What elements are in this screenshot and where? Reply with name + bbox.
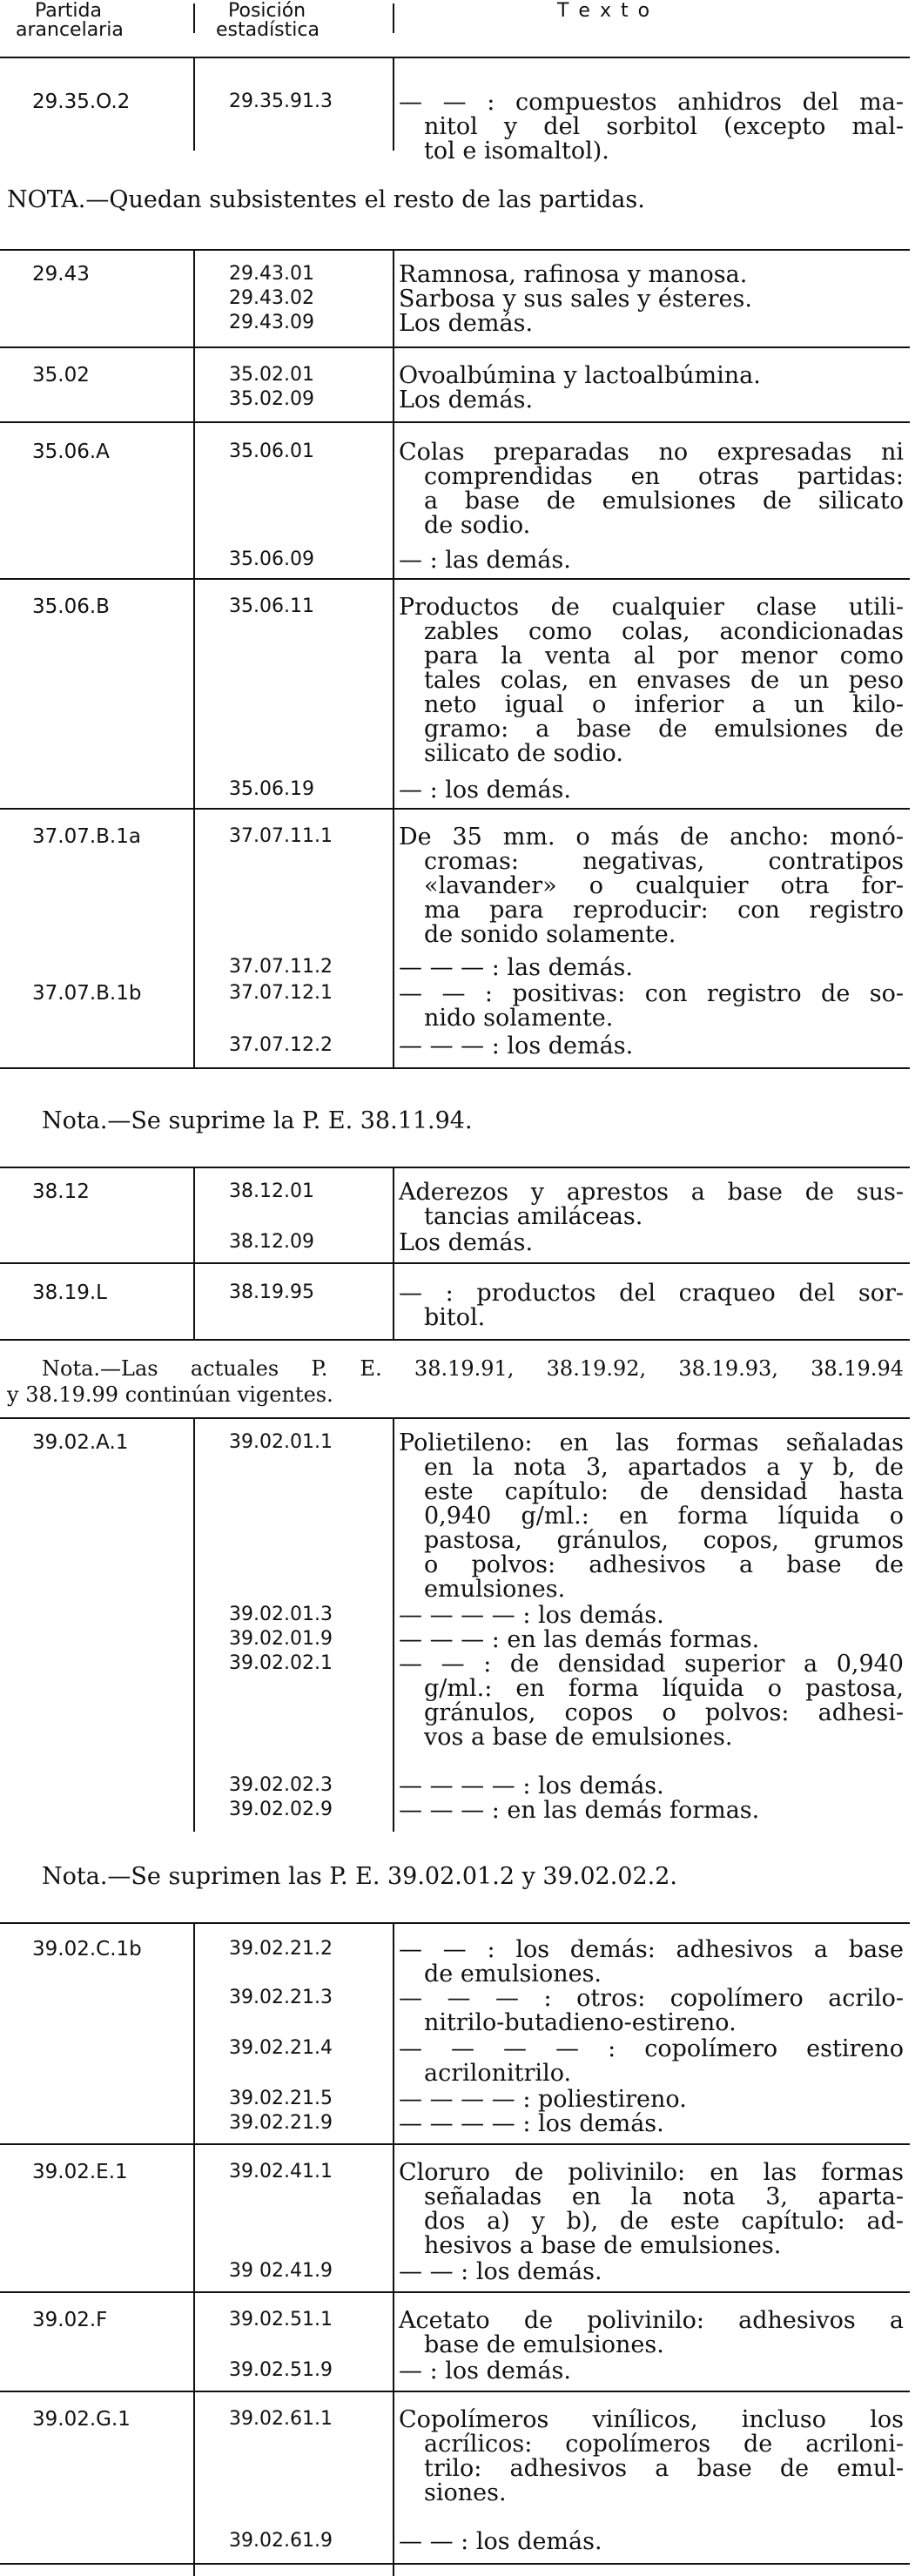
posicion-code: 35.02.09 bbox=[229, 388, 314, 410]
posicion-code: 37.07.12.2 bbox=[229, 1034, 333, 1056]
texto-line: — — — — : copolímero estireno bbox=[399, 2035, 904, 2062]
texto-line: o polvos: adhesivos a base de bbox=[424, 1551, 904, 1578]
texto-line: De 35 mm. o más de ancho: monó- bbox=[399, 824, 904, 851]
table1-top-rule bbox=[0, 57, 910, 58]
posicion-code: 35.06.19 bbox=[229, 778, 314, 800]
header-partida-line1: Partida bbox=[35, 0, 102, 22]
partida-code: 38.12 bbox=[32, 1180, 90, 1203]
posicion-code: 35.02.01 bbox=[229, 364, 314, 386]
partida-code: 35.02 bbox=[32, 364, 90, 387]
partida-code: 39.02.E.1 bbox=[32, 2161, 128, 2183]
table3-col-divider-1 bbox=[193, 1167, 195, 1341]
table2-top-rule bbox=[0, 249, 910, 251]
header-texto: T e x t o bbox=[557, 0, 652, 22]
texto-line: de sonido solamente. bbox=[424, 921, 676, 948]
texto-line: — — — — : los demás. bbox=[399, 1602, 664, 1629]
texto-line: — — — : las demás. bbox=[399, 954, 633, 981]
posicion-code: 35.06.09 bbox=[229, 548, 314, 570]
texto-line: Aderezos y aprestos a base de sus- bbox=[399, 1179, 904, 1206]
table5-bottom-rule bbox=[0, 2563, 910, 2565]
nota-partidas-subsistentes: NOTA.—Quedan subsistentes el resto de las partidas. bbox=[7, 186, 645, 213]
table3-col-divider-2 bbox=[393, 1167, 394, 1341]
partida-code: 37.07.B.1b bbox=[32, 982, 142, 1005]
posicion-code: 39.02.21.4 bbox=[229, 2037, 333, 2059]
posicion-code: 39.02.21.3 bbox=[229, 1987, 333, 2008]
texto-line: — : las demás. bbox=[399, 547, 571, 574]
texto-line: — — : de densidad superior a 0,940 bbox=[399, 1651, 904, 1678]
posicion-code: 38.19.95 bbox=[229, 1281, 314, 1303]
posicion-code: 37.07.11.2 bbox=[229, 956, 333, 978]
table4-col-divider-1 bbox=[193, 1417, 195, 1832]
texto-line: gránulos, copos o polvos: adhesi- bbox=[424, 1699, 904, 1726]
texto-line: zables como colas, acondicionadas bbox=[424, 618, 904, 645]
table1-col-divider-2 bbox=[393, 57, 394, 151]
texto-line: — — — — : poliestireno. bbox=[399, 2086, 687, 2113]
posicion-code: 39.02.02.1 bbox=[229, 1652, 333, 1674]
texto-line: en la nota 3, apartados a y b, de bbox=[424, 1454, 904, 1481]
texto-line: nitol y del sorbitol (excepto mal- bbox=[424, 113, 904, 140]
texto-line: Polietileno: en las formas señaladas bbox=[399, 1429, 904, 1456]
texto-line: Los demás. bbox=[399, 310, 534, 337]
partida-code: 39.02.C.1b bbox=[32, 1938, 142, 1961]
table5-col-divider-1 bbox=[193, 1922, 195, 2576]
posicion-code: 39.02.21.9 bbox=[229, 2112, 333, 2134]
table1-col-divider-1 bbox=[193, 57, 195, 151]
row-separator bbox=[0, 808, 910, 810]
posicion-code: 29.43.02 bbox=[229, 287, 314, 309]
table4-top-rule bbox=[0, 1417, 910, 1419]
posicion-code: 38.12.09 bbox=[229, 1231, 314, 1253]
texto-line: — : los demás. bbox=[399, 2357, 571, 2384]
texto-line: neto igual o inferior a un kilo- bbox=[424, 691, 904, 718]
posicion-code: 38.12.01 bbox=[229, 1180, 314, 1202]
texto-line: este capítulo: de densidad hasta bbox=[424, 1478, 904, 1505]
texto-line: señaladas en la nota 3, aparta- bbox=[424, 2183, 904, 2210]
table2-col-divider-2 bbox=[393, 249, 394, 1069]
texto-line: Copolímeros vinílicos, incluso los bbox=[399, 2406, 904, 2433]
texto-line: — — — : en las demás formas. bbox=[399, 1626, 760, 1653]
posicion-code: 39.02.61.1 bbox=[229, 2408, 333, 2430]
posicion-code: 39.02.01.9 bbox=[229, 1628, 333, 1650]
posicion-code: 39.02.21.5 bbox=[229, 2088, 333, 2109]
texto-line: Acetato de polivinilo: adhesivos a bbox=[399, 2307, 904, 2334]
posicion-code: 37.07.11.1 bbox=[229, 825, 333, 847]
texto-line: «lavander» o cualquier otra for- bbox=[424, 872, 904, 899]
texto-line: tol e isomaltol). bbox=[424, 138, 609, 165]
texto-line: vos a base de emulsiones. bbox=[424, 1724, 733, 1751]
texto-line: — : productos del craqueo del sor- bbox=[399, 1280, 904, 1307]
texto-line: — — : los demás. bbox=[399, 2258, 602, 2285]
posicion-code: 29.43.01 bbox=[229, 263, 314, 285]
table2-col-divider-1 bbox=[193, 249, 195, 1069]
texto-line: — — : los demás: adhesivos a base bbox=[399, 1936, 904, 1963]
nota-line: Nota.—Las actuales P. E. 38.19.91, 38.19.92, 38.19.93, 38.19.94 bbox=[42, 1356, 904, 1381]
texto-line: para la venta al por menor como bbox=[424, 642, 904, 669]
posicion-code: 35.06.01 bbox=[229, 441, 314, 462]
row-separator bbox=[0, 2391, 910, 2392]
texto-line: cromas: negativas, contratipos bbox=[424, 848, 904, 875]
texto-line: a base de emulsiones de silicato bbox=[424, 488, 904, 515]
texto-line: — — — : otros: copolímero acrilo- bbox=[399, 1985, 904, 2012]
texto-line: acrílicos: copolímeros de acriloni- bbox=[424, 2431, 904, 2458]
partida-code: 39.02.G.1 bbox=[32, 2408, 131, 2431]
posicion-code: 35.06.11 bbox=[229, 595, 314, 617]
nota-line: y 38.19.99 continúan vigentes. bbox=[7, 1382, 333, 1407]
posicion-code: 39.02.01.1 bbox=[229, 1431, 333, 1453]
posicion-code: 39.02.51.1 bbox=[229, 2309, 333, 2331]
row-separator bbox=[0, 578, 910, 580]
nota-suprimen-39-02: Nota.—Se suprimen las P. E. 39.02.01.2 y 39.02.02.2. bbox=[42, 1863, 677, 1890]
texto-line: de emulsiones. bbox=[424, 1961, 602, 1987]
row-separator bbox=[0, 421, 910, 423]
nota-suprime-38-11-94: Nota.—Se suprime la P. E. 38.11.94. bbox=[42, 1107, 473, 1134]
texto-line: tancias amiláceas. bbox=[424, 1203, 643, 1230]
texto-line: — — — — : los demás. bbox=[399, 1772, 664, 1799]
texto-line: ma para reproducir: con registro bbox=[424, 897, 904, 924]
row-separator bbox=[0, 2291, 910, 2293]
texto-line: Ovoalbúmina y lactoalbúmina. bbox=[399, 362, 761, 389]
table5-top-rule bbox=[0, 1922, 910, 1924]
partida-code: 29.35.O.2 bbox=[32, 91, 131, 113]
table5-col-divider-2 bbox=[393, 1922, 394, 2576]
table2-bottom-rule bbox=[0, 1067, 910, 1069]
header-divider-1 bbox=[193, 3, 195, 33]
texto-line: — — — : los demás. bbox=[399, 1032, 634, 1059]
posicion-code: 39.02.51.9 bbox=[229, 2359, 333, 2381]
texto-line: — — : compuestos anhidros del ma- bbox=[399, 89, 904, 116]
posicion-code: 39.02.41.1 bbox=[229, 2161, 333, 2183]
texto-line: acrilonitrilo. bbox=[424, 2060, 572, 2087]
partida-code: 39.02.F bbox=[32, 2309, 108, 2331]
texto-line: Sarbosa y sus sales y ésteres. bbox=[399, 286, 752, 313]
texto-line: emulsiones. bbox=[424, 1576, 566, 1603]
texto-line: Cloruro de polivinilo: en las formas bbox=[399, 2159, 904, 2186]
texto-line: Colas preparadas no expresadas ni bbox=[399, 439, 904, 466]
texto-line: hesivos a base de emulsiones. bbox=[424, 2232, 782, 2259]
partida-code: 35.06.A bbox=[32, 441, 110, 463]
texto-line: — — — — : los demás. bbox=[399, 2110, 664, 2137]
texto-line: — — : los demás. bbox=[399, 2528, 602, 2555]
row-separator bbox=[0, 1262, 910, 1264]
texto-line: Ramnosa, rafinosa y manosa. bbox=[399, 261, 748, 288]
texto-line: g/ml.: en forma líquida o pastosa, bbox=[424, 1675, 904, 1702]
header-posicion-line1: Posición bbox=[228, 0, 306, 22]
texto-line: — — : positivas: con registro de so- bbox=[399, 980, 904, 1007]
header-posicion-line2: estadística bbox=[216, 19, 320, 41]
partida-code: 29.43 bbox=[32, 263, 90, 286]
texto-line: base de emulsiones. bbox=[424, 2331, 664, 2358]
header-partida-line2: arancelaria bbox=[16, 19, 124, 41]
posicion-code: 39.02.02.9 bbox=[229, 1799, 333, 1820]
texto-line: comprendidas en otras partidas: bbox=[424, 463, 904, 490]
posicion-code: 29.43.09 bbox=[229, 312, 314, 333]
texto-line: pastosa, gránulos, copos, grumos bbox=[424, 1527, 904, 1554]
texto-line: dos a) y b), de este capítulo: ad- bbox=[424, 2208, 904, 2235]
partida-code: 35.06.B bbox=[32, 595, 110, 618]
texto-line: nido solamente. bbox=[424, 1005, 614, 1032]
texto-line: tales colas, en envases de un peso bbox=[424, 667, 904, 694]
posicion-code: 39.02.01.3 bbox=[229, 1604, 333, 1625]
posicion-code: 39.02.02.3 bbox=[229, 1774, 333, 1796]
posicion-code: 39.02.61.9 bbox=[229, 2530, 333, 2552]
partida-code: 38.19.L bbox=[32, 1281, 107, 1304]
table3-bottom-rule bbox=[0, 1339, 910, 1341]
texto-line: nitrilo-butadieno-estireno. bbox=[424, 2009, 737, 2036]
texto-line: trilo: adhesivos a base de emul- bbox=[424, 2455, 904, 2482]
header-divider-2 bbox=[393, 3, 394, 33]
texto-line: — : los demás. bbox=[399, 777, 571, 804]
posicion-code: 39.02.21.2 bbox=[229, 1938, 333, 1960]
texto-line: Los demás. bbox=[399, 1229, 534, 1256]
texto-line: Productos de cualquier clase utili- bbox=[399, 594, 904, 621]
posicion-code: 37.07.12.1 bbox=[229, 982, 333, 1004]
texto-line: silicato de sodio. bbox=[424, 740, 623, 767]
row-separator bbox=[0, 346, 910, 348]
posicion-code: 29.35.91.3 bbox=[229, 91, 333, 112]
posicion-code: 39 02.41.9 bbox=[229, 2260, 333, 2282]
table3-top-rule bbox=[0, 1167, 910, 1168]
texto-line: Los demás. bbox=[399, 387, 534, 414]
texto-line: bitol. bbox=[424, 1304, 486, 1331]
texto-line: gramo: a base de emulsiones de bbox=[424, 716, 904, 743]
table4-col-divider-2 bbox=[393, 1417, 394, 1832]
partida-code: 37.07.B.1a bbox=[32, 825, 141, 848]
texto-line: siones. bbox=[424, 2479, 507, 2506]
texto-line: de sodio. bbox=[424, 512, 531, 539]
partida-code: 39.02.A.1 bbox=[32, 1431, 129, 1454]
texto-line: 0,940 g/ml.: en forma líquida o bbox=[424, 1503, 904, 1530]
row-separator bbox=[0, 2143, 910, 2145]
texto-line: — — — : en las demás formas. bbox=[399, 1797, 760, 1824]
